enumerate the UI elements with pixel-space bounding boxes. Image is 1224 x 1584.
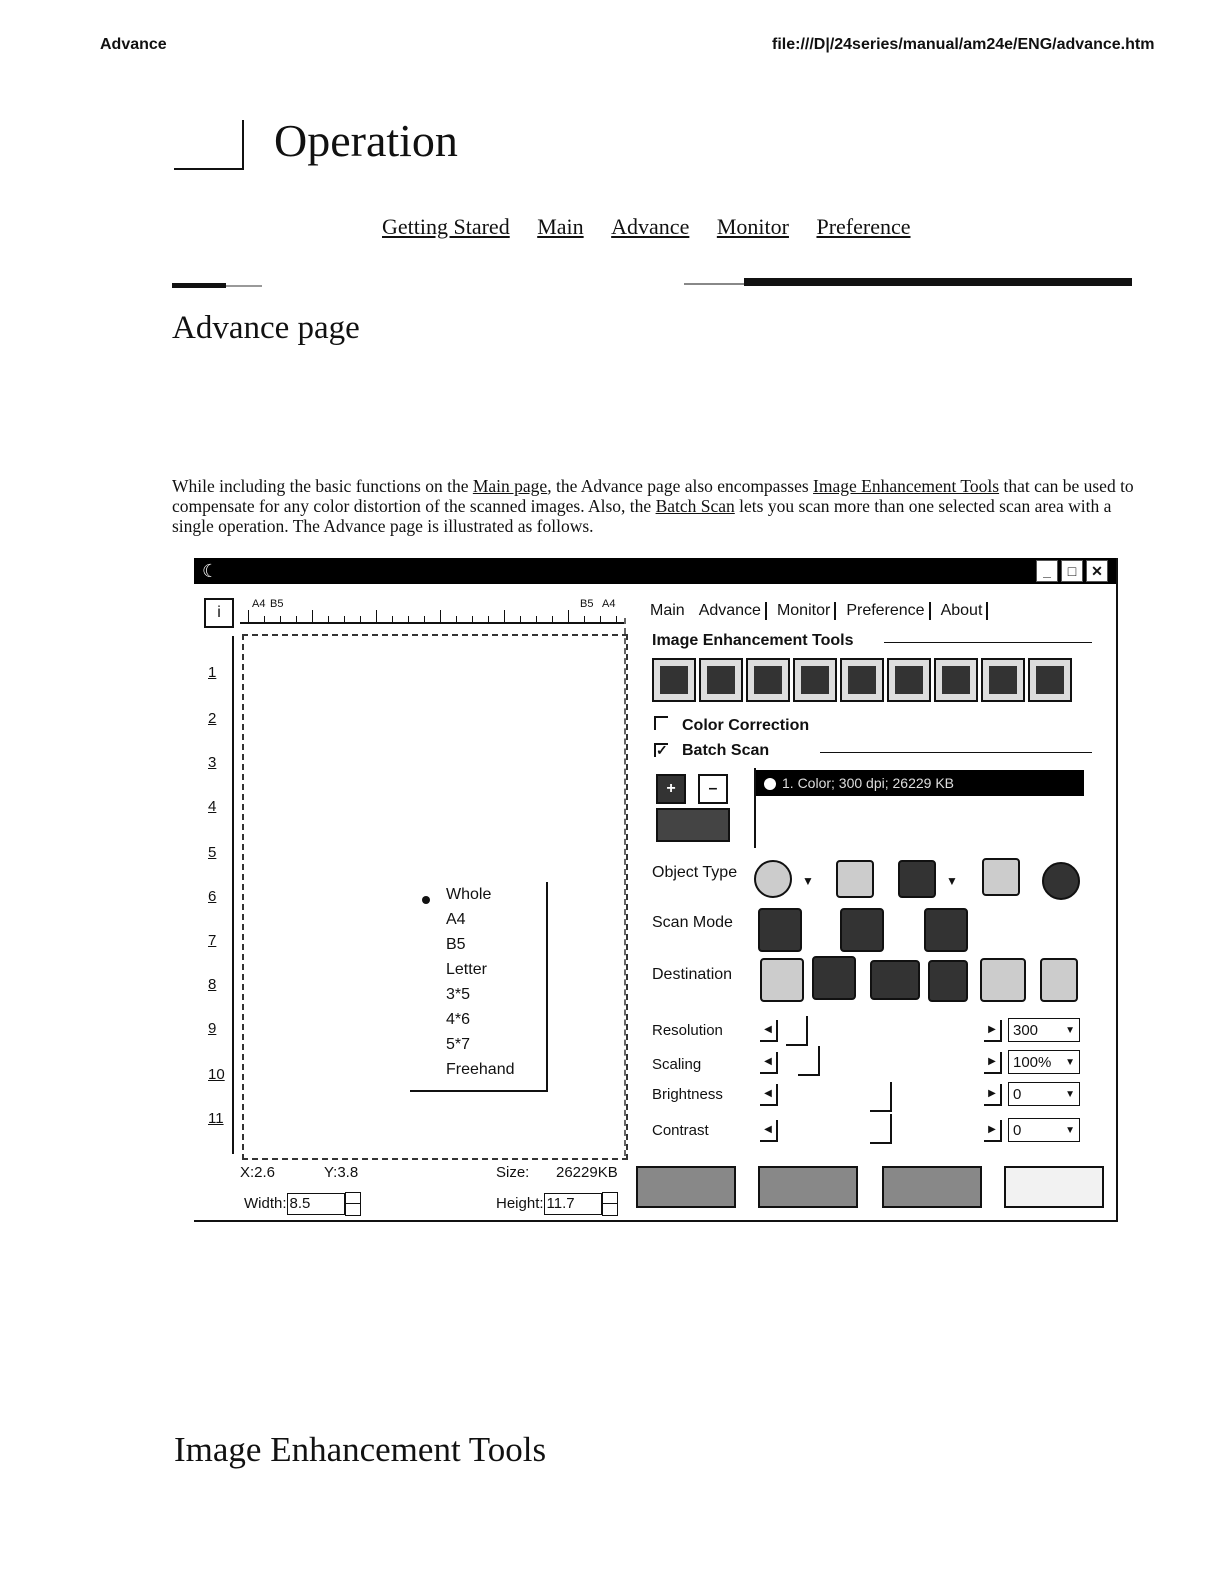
mirror-icon[interactable]	[887, 658, 931, 702]
size-label: Size:	[496, 1164, 530, 1181]
height-control	[496, 1192, 618, 1216]
ruler-tick	[360, 616, 361, 622]
add-batch-button[interactable]: +	[656, 774, 686, 804]
divider-right	[744, 278, 1132, 286]
exit-button[interactable]	[1004, 1166, 1104, 1208]
app-icon: ☾	[202, 561, 219, 581]
window-titlebar	[194, 558, 1116, 584]
noise-icon[interactable]	[699, 658, 743, 702]
image-enhancement-link[interactable]: Image Enhancement Tools	[813, 476, 1000, 496]
divider-right-fade	[684, 283, 744, 285]
color-mode-icon[interactable]	[758, 908, 802, 952]
ruler-tick	[472, 616, 473, 622]
batch-list-item[interactable]	[756, 770, 1084, 796]
zoom-icon[interactable]	[840, 658, 884, 702]
flatbed-icon[interactable]	[754, 860, 792, 898]
tone-curve-icon[interactable]	[652, 658, 696, 702]
scan-button[interactable]	[758, 1166, 858, 1208]
ruler-tick	[552, 616, 553, 622]
batch-scan-label: Batch Scan	[682, 742, 770, 759]
ruler-label-a4-right: A4	[602, 598, 616, 610]
ruler-tick	[376, 610, 377, 622]
ruler-mark: 4	[208, 798, 217, 815]
main-page-link[interactable]: Main page	[472, 476, 548, 496]
photo-icon[interactable]	[836, 860, 874, 898]
checkbox-icon	[654, 716, 668, 730]
nav-link-preference[interactable]: Preference	[816, 214, 911, 239]
menu-item-whole[interactable]: Whole	[446, 886, 492, 903]
ruler-mark: 10	[208, 1066, 225, 1083]
ruler-mark: 5	[208, 844, 217, 861]
ruler-tick	[280, 616, 281, 622]
scaling-slider-thumb[interactable]	[798, 1046, 820, 1076]
scaling-select[interactable]: 100% ▼	[1008, 1050, 1080, 1074]
height-label: Height:	[496, 1194, 544, 1212]
tab-bar	[646, 602, 988, 620]
color-balance-icon[interactable]	[793, 658, 837, 702]
ruler-tick	[584, 616, 585, 622]
batch-list	[754, 768, 1086, 848]
arrow-right-icon[interactable]: ▶	[984, 1120, 1002, 1142]
vertical-ruler	[204, 636, 234, 1154]
gray-mode-icon[interactable]	[840, 908, 884, 952]
tab-main[interactable]: Main	[650, 602, 685, 619]
ruler-tick	[536, 616, 537, 622]
info-button[interactable]: i	[204, 598, 234, 628]
arrow-right-icon[interactable]: ▶	[984, 1020, 1002, 1042]
panel-divider	[624, 618, 626, 1156]
color-correction-label: Color Correction	[682, 717, 810, 734]
menu-item-3x5[interactable]: 3*5	[446, 986, 471, 1003]
remove-batch-button[interactable]: –	[698, 774, 728, 804]
contrast-select[interactable]: 0 ▼	[1008, 1118, 1080, 1142]
radio-icon	[764, 778, 776, 790]
ruler-tick	[312, 610, 313, 622]
selected-bullet-icon	[422, 896, 430, 904]
file-destination-icon[interactable]	[760, 958, 804, 1002]
batch-scan-checkbox[interactable]	[654, 742, 769, 760]
ruler-tick	[504, 610, 505, 622]
ruler-tick	[440, 610, 441, 622]
bw-mode-icon[interactable]	[924, 908, 968, 952]
color-swatch-icon[interactable]	[898, 860, 936, 898]
histogram-icon[interactable]	[746, 658, 790, 702]
running-header-url: file:///D|/24series/manual/am24e/ENG/advance.htm	[772, 36, 1155, 53]
scan-area-menu	[410, 882, 548, 1092]
ruler-mark: 6	[208, 888, 217, 905]
chapter-bracket	[174, 120, 244, 170]
close-icon[interactable]: ✕	[1086, 560, 1108, 582]
arrow-left-icon[interactable]: ◀	[760, 1020, 778, 1042]
size-value: 26229KB	[556, 1164, 618, 1181]
enhancement-group-title: Image Enhancement Tools	[652, 632, 854, 649]
coord-y: Y:3.8	[324, 1164, 359, 1181]
preview-button[interactable]	[636, 1166, 736, 1208]
destination-label: Destination	[652, 966, 733, 983]
scan-mode-label: Scan Mode	[652, 914, 733, 931]
width-label: Width:	[244, 1194, 287, 1212]
chevron-down-icon[interactable]: ▼	[946, 874, 958, 888]
ruler-mark: 3	[208, 754, 217, 771]
ruler-tick	[296, 616, 297, 622]
ruler-mark: 7	[208, 932, 217, 949]
batch-scan-link[interactable]: Batch Scan	[655, 496, 735, 516]
brightness-select[interactable]: 0 ▼	[1008, 1082, 1080, 1106]
printer-destination-icon[interactable]	[1040, 958, 1078, 1002]
enhancement-toolbar	[652, 658, 1072, 702]
arrow-left-icon[interactable]: ◀	[760, 1120, 778, 1142]
scanner-window	[194, 558, 1118, 1222]
ruler-tick	[568, 610, 569, 622]
tab-monitor[interactable]: Monitor	[773, 602, 836, 620]
coord-x: X:2.6	[240, 1164, 276, 1181]
nav-link-getting-started[interactable]: Getting Stared	[382, 214, 510, 239]
width-input[interactable]: 8.5	[287, 1193, 345, 1215]
resolution-label: Resolution	[652, 1022, 723, 1039]
ruler-tick	[408, 616, 409, 622]
ruler-tick	[456, 616, 457, 622]
ruler-tick	[616, 616, 617, 622]
height-spinner[interactable]	[602, 1192, 618, 1216]
ruler-tick	[392, 616, 393, 622]
page-title: Operation	[274, 115, 458, 166]
menu-item-5x7[interactable]: 5*7	[446, 1036, 471, 1053]
horizontal-ruler	[240, 598, 626, 624]
arrow-right-icon[interactable]: ▶	[984, 1052, 1002, 1074]
document-icon[interactable]	[982, 858, 1020, 896]
ruler-label-a4: A4	[252, 598, 266, 610]
brightness-slider-thumb[interactable]	[870, 1082, 892, 1112]
fax-destination-icon[interactable]	[870, 960, 920, 1000]
ruler-label-b5-right: B5	[580, 598, 594, 610]
ruler-tick	[328, 616, 329, 622]
preview-area[interactable]	[242, 634, 628, 1160]
resolution-slider-thumb[interactable]	[786, 1016, 808, 1046]
batch-item-label: 1. Color; 300 dpi; 26229 KB	[782, 775, 955, 791]
contrast-slider-thumb[interactable]	[870, 1114, 892, 1144]
nav-links	[382, 214, 933, 240]
minimize-icon[interactable]: _	[1036, 560, 1058, 582]
running-header-title: Advance	[100, 36, 167, 53]
ruler-tick	[424, 616, 425, 622]
ruler-tick	[488, 616, 489, 622]
section-heading: Advance page	[172, 310, 360, 346]
copy-destination-icon[interactable]	[812, 956, 856, 1000]
resolution-select[interactable]: 300 ▼	[1008, 1018, 1080, 1042]
ruler-tick	[248, 610, 249, 622]
checkmark-icon: ✓	[656, 742, 668, 758]
custom-icon[interactable]	[1042, 862, 1080, 900]
ruler-mark: 1	[208, 664, 217, 681]
group-line	[884, 642, 1092, 643]
paint-destination-icon[interactable]	[980, 958, 1026, 1002]
batch-scan-go-button[interactable]	[656, 808, 730, 842]
invert-icon[interactable]	[934, 658, 978, 702]
brightness-label: Brightness	[652, 1086, 723, 1103]
width-control	[244, 1192, 361, 1216]
ruler-tick	[520, 616, 521, 622]
rotate-icon[interactable]	[981, 658, 1025, 702]
chevron-down-icon[interactable]: ▼	[802, 874, 814, 888]
divider-left-fade	[226, 285, 262, 287]
tab-advance[interactable]: Advance	[695, 602, 767, 620]
arrow-left-icon[interactable]: ◀	[760, 1084, 778, 1106]
nav-link-main[interactable]: Main	[537, 214, 584, 239]
contrast-label: Contrast	[652, 1122, 709, 1139]
sharpen-icon[interactable]	[1028, 658, 1072, 702]
maximize-icon[interactable]: □	[1061, 560, 1083, 582]
nav-link-monitor[interactable]: Monitor	[716, 214, 789, 239]
menu-item-b5[interactable]: B5	[446, 936, 466, 953]
ruler-tick	[600, 616, 601, 622]
intro-paragraph: While including the basic functions on the Main page, the Advance page also encompasses Image Enhancement Tools that can be used to compensate for any color distortion of the scanned images. Also, the Batch Scan lets you scan more than one selected scan area with a single operation. The Advance page is illustrated as follows.	[172, 476, 1134, 536]
tab-about[interactable]: About	[937, 602, 989, 620]
width-spinner[interactable]	[345, 1192, 361, 1216]
ruler-tick	[264, 616, 265, 622]
color-correction-checkbox[interactable]	[654, 716, 809, 735]
height-input[interactable]: 11.7	[544, 1193, 602, 1215]
nav-link-advance[interactable]: Advance	[611, 214, 690, 239]
menu-item-freehand[interactable]: Freehand	[446, 1061, 515, 1078]
ruler-mark: 11	[208, 1110, 224, 1127]
scaling-label: Scaling	[652, 1056, 702, 1073]
ruler-tick	[344, 616, 345, 622]
ruler-mark: 8	[208, 976, 217, 993]
menu-item-4x6[interactable]: 4*6	[446, 1011, 471, 1028]
ruler-mark: 9	[208, 1020, 217, 1037]
group-line	[820, 752, 1092, 753]
menu-item-letter[interactable]: Letter	[446, 961, 487, 978]
divider-left	[172, 283, 226, 288]
section-heading-2: Image Enhancement Tools	[174, 1430, 547, 1469]
ocr-destination-icon[interactable]	[928, 960, 968, 1002]
object-type-label: Object Type	[652, 864, 738, 881]
ruler-mark: 2	[208, 710, 217, 727]
ruler-label-b5: B5	[270, 598, 284, 610]
tab-preference[interactable]: Preference	[842, 602, 930, 620]
arrow-left-icon[interactable]: ◀	[760, 1052, 778, 1074]
menu-item-a4[interactable]: A4	[446, 911, 466, 928]
arrow-right-icon[interactable]: ▶	[984, 1084, 1002, 1106]
help-button[interactable]	[882, 1166, 982, 1208]
